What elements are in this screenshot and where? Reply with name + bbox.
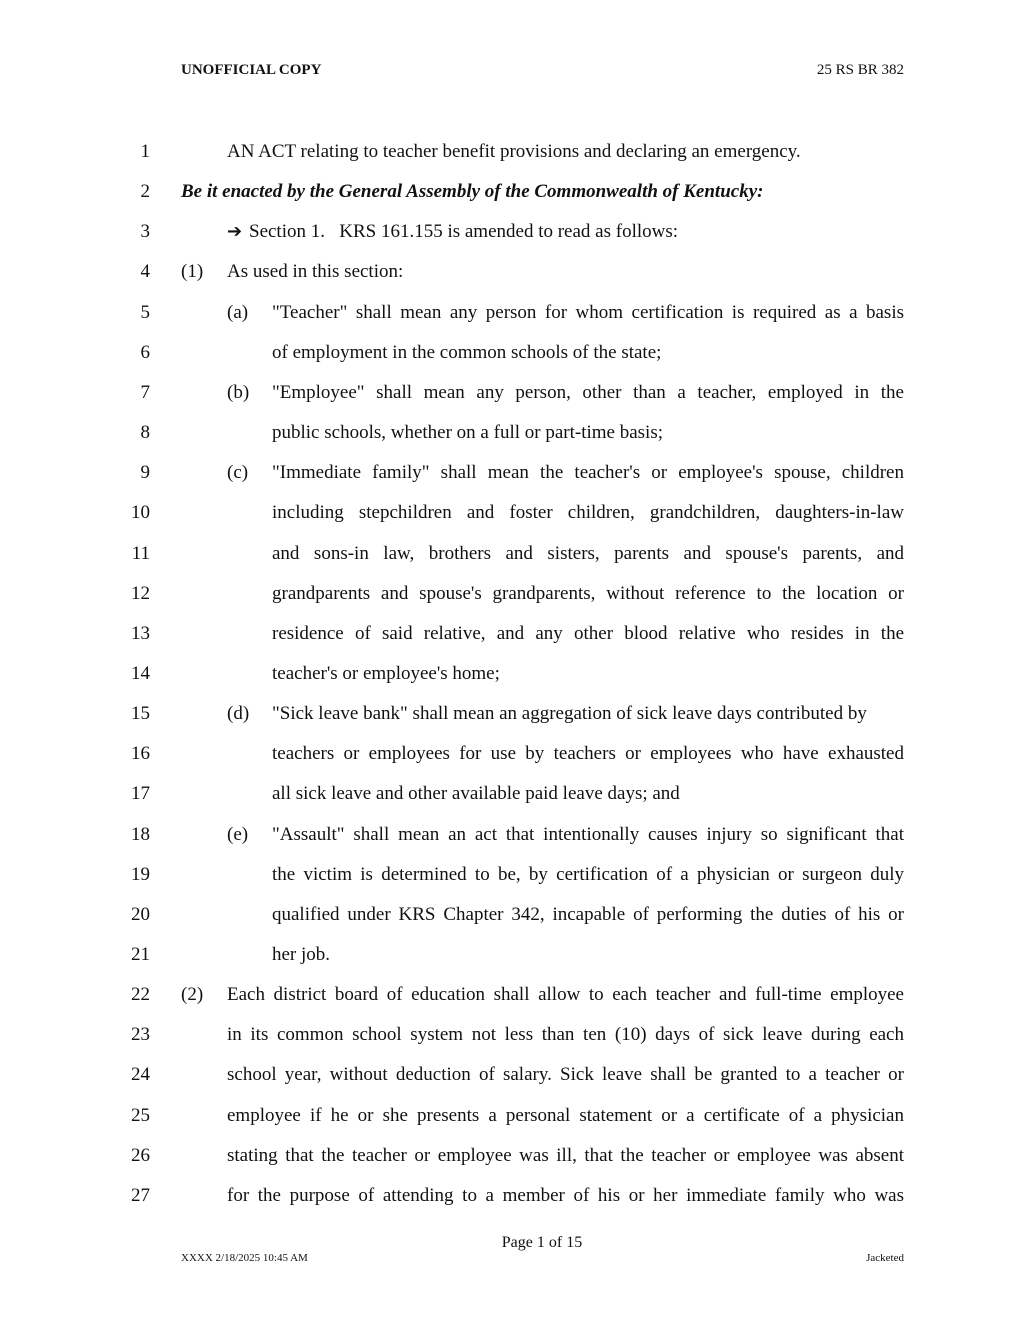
line-19 (0, 863, 1024, 903)
line-17 (0, 782, 1024, 822)
line-number: 23 (131, 1024, 150, 1046)
line-8 (0, 421, 1024, 461)
subsection-label: (d) (227, 703, 250, 725)
line-27 (0, 1184, 1024, 1224)
line-text: including stepchildren and foster children, grandchildren, daughters-in-law (272, 502, 904, 524)
line-20 (0, 903, 1024, 943)
line-text: residence of said relative, and any other blood relative who resides in the (272, 622, 904, 644)
line-text: her job. (272, 944, 331, 965)
line-text: and sons-in law, brothers and sisters, parents and spouse's parents, and (272, 542, 904, 564)
line-12 (0, 582, 1024, 622)
subsection-label: (a) (227, 301, 249, 323)
line-24 (0, 1063, 1024, 1103)
line-text: qualified under KRS Chapter 342, incapable of performing the duties of his or (272, 903, 904, 925)
line-2 (0, 180, 1024, 220)
header-title: UNOFFICIAL COPY (181, 62, 322, 78)
line-text: As used in this section: (227, 261, 404, 283)
line-number: 5 (140, 301, 150, 323)
line-21 (0, 943, 1024, 983)
line-number: 15 (131, 703, 150, 725)
line-13 (0, 622, 1024, 662)
line-text: public schools, whether on a full or part-time basis; (272, 422, 663, 444)
line-4 (0, 260, 1024, 300)
line-number: 17 (131, 783, 150, 805)
line-text: teachers or employees for use by teachers or employees who have exhausted (272, 743, 904, 765)
line-number: 19 (131, 863, 150, 885)
line-text: of employment in the common schools of the state; (272, 341, 662, 363)
enacting-clause: Be it enacted by the General Assembly of the Commonwealth of Kentucky: (181, 181, 764, 203)
subsection-label: (2) (181, 984, 204, 1006)
line-number: 20 (131, 903, 150, 925)
line-number: 11 (131, 542, 150, 564)
line-25 (0, 1104, 1024, 1144)
line-text: "Immediate family" shall mean the teacher's or employee's spouse, children (272, 462, 904, 484)
line-number: 8 (140, 422, 150, 444)
line-number: 12 (131, 582, 150, 604)
line-number: 21 (131, 944, 150, 965)
line-number: 14 (131, 662, 150, 684)
line-text: "Sick leave bank" shall mean an aggregation of sick leave days contributed by (272, 703, 867, 725)
subsection-label: (e) (227, 823, 249, 845)
line-text: "Employee" shall mean any person, other than a teacher, employed in the (272, 381, 904, 403)
subsection-label: (c) (227, 462, 249, 484)
line-number: 25 (131, 1104, 150, 1126)
line-11 (0, 542, 1024, 582)
line-5 (0, 301, 1024, 341)
line-text: school year, without deduction of salary. Sick leave shall be granted to a teacher or (227, 1064, 904, 1086)
line-15 (0, 702, 1024, 742)
page-number: Page 1 of 15 (501, 1234, 583, 1251)
line-18 (0, 823, 1024, 863)
line-number: 3 (140, 221, 150, 243)
header-bill-number: 25 RS BR 382 (816, 62, 904, 78)
line-text: Each district board of education shall allow to each teacher and full-time employee (227, 984, 904, 1006)
line-number: 16 (131, 743, 150, 765)
line-number: 27 (131, 1184, 150, 1206)
line-22 (0, 983, 1024, 1023)
line-number: 24 (131, 1064, 150, 1086)
line-number: 9 (140, 462, 150, 484)
line-10 (0, 501, 1024, 541)
line-number: 6 (140, 341, 150, 363)
line-text (227, 220, 678, 244)
line-text: all sick leave and other available paid leave days; and (272, 783, 680, 805)
line-text: for the purpose of attending to a member of his or her immediate family who was (227, 1184, 904, 1206)
line-text: teacher's or employee's home; (272, 662, 500, 684)
line-26 (0, 1144, 1024, 1184)
line-text: "Teacher" shall mean any person for whom certification is required as a basis (272, 301, 904, 323)
line-text: in its common school system not less than ten (10) days of sick leave during each (227, 1024, 904, 1046)
line-14 (0, 662, 1024, 702)
line-1 (0, 140, 1024, 180)
line-text: employee if he or she presents a personal statement or a certificate of a physician (227, 1104, 904, 1126)
line-number: 1 (140, 141, 150, 162)
line-6 (0, 341, 1024, 381)
line-number: 22 (131, 984, 150, 1006)
line-7 (0, 381, 1024, 421)
subsection-label: (b) (227, 381, 250, 403)
line-text: grandparents and spouse's grandparents, without reference to the location or (272, 582, 904, 604)
line-number: 10 (131, 502, 150, 524)
line-number: 2 (140, 181, 150, 203)
subsection-label: (1) (181, 261, 204, 283)
line-number: 18 (131, 823, 150, 845)
line-16 (0, 742, 1024, 782)
line-9 (0, 461, 1024, 501)
footer-status: Jacketed (866, 1252, 904, 1264)
footer-timestamp: XXXX 2/18/2025 10:45 AM (181, 1252, 308, 1264)
line-text: the victim is determined to be, by certification of a physician or surgeon duly (272, 863, 904, 885)
section-heading: Section 1. KRS 161.155 is amended to read as follows: (249, 221, 679, 243)
line-number: 26 (131, 1144, 150, 1166)
line-number: 4 (140, 261, 150, 283)
line-text: stating that the teacher or employee was ill, that the teacher or employee was absent (227, 1144, 904, 1166)
line-number: 13 (131, 622, 150, 644)
line-3 (0, 220, 1024, 260)
right-arrow-icon: ➔ (227, 221, 243, 243)
line-23 (0, 1023, 1024, 1063)
act-title: AN ACT relating to teacher benefit provisions and declaring an emergency. (227, 141, 801, 162)
line-number: 7 (140, 381, 150, 403)
line-text: "Assault" shall mean an act that intentionally causes injury so significant that (272, 823, 904, 845)
